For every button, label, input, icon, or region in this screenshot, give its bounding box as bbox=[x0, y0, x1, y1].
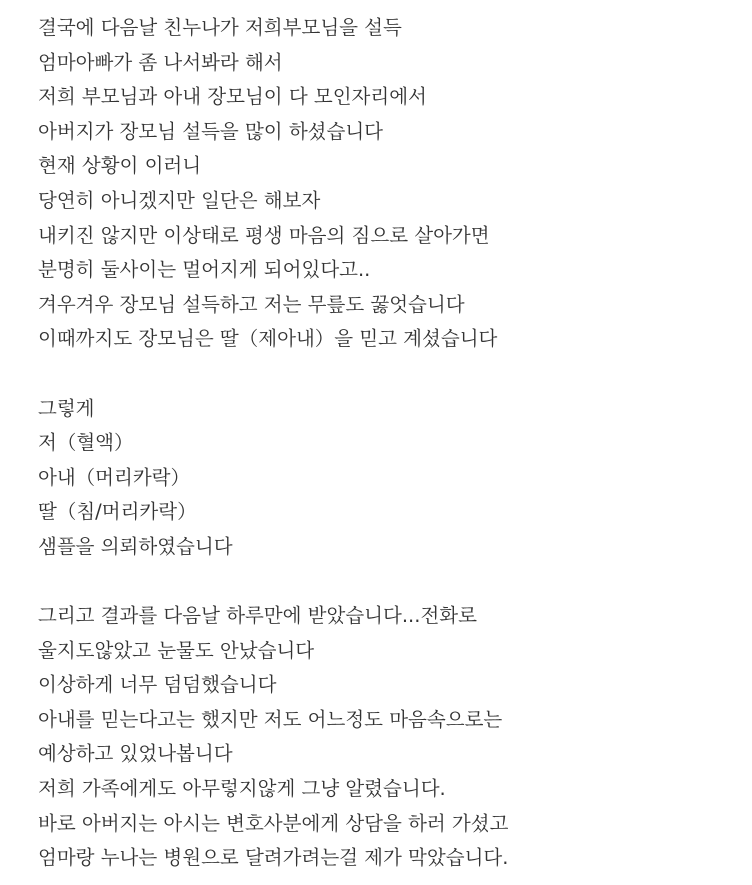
text-line: 엄마랑 누나는 병원으로 달려가려는걸 제가 막았습니다. bbox=[38, 846, 509, 870]
text-line: 아버지가 장모님 설득을 많이 하셨습니다 bbox=[38, 119, 384, 143]
text-line: 딸（침/머리카락） bbox=[38, 500, 197, 524]
text-line: 바로 아버지는 아시는 변호사분에게 상담을 하러 가셨고 bbox=[38, 811, 509, 835]
text-line: 울지도않았고 눈물도 안났습니다 bbox=[38, 638, 315, 662]
text-line: 샘플을 의뢰하였습니다 bbox=[38, 534, 233, 558]
text-line: 아내를 믿는다고는 했지만 저도 어느정도 마음속으로는 bbox=[38, 707, 503, 731]
text-line: 예상하고 있었나봅니다 bbox=[38, 742, 233, 766]
text-line: 겨우겨우 장모님 설득하고 저는 무릎도 꿇엇습니다 bbox=[38, 292, 465, 316]
text-line: 그리고 결과를 다음날 하루만에 받았습니다...전화로 bbox=[38, 604, 477, 628]
paragraph-persuasion bbox=[38, 11, 738, 357]
text-line: 이때까지도 장모님은 딸（제아내）을 믿고 계셨습니다 bbox=[38, 327, 498, 351]
text-line: 엄마아빠가 좀 나서봐라 해서 bbox=[38, 50, 283, 74]
paragraph-samples bbox=[38, 392, 738, 565]
paragraph-spacer bbox=[38, 357, 738, 392]
post-body bbox=[38, 11, 738, 876]
text-line: 이상하게 너무 덤덤했습니다 bbox=[38, 673, 277, 697]
paragraph-results bbox=[38, 599, 738, 876]
text-line: 당연히 아니겠지만 일단은 해보자 bbox=[38, 188, 321, 212]
text-line: 내키진 않지만 이상태로 평생 마음의 짐으로 살아가면 bbox=[38, 223, 490, 247]
text-line: 저희 가족에게도 아무렇지않게 그냥 알렸습니다. bbox=[38, 777, 446, 801]
text-line: 아내（머리카락） bbox=[38, 465, 191, 489]
paragraph-spacer bbox=[38, 565, 738, 600]
text-line: 분명히 둘사이는 멀어지게 되어있다고.. bbox=[38, 258, 371, 282]
text-line: 저희 부모님과 아내 장모님이 다 모인자리에서 bbox=[38, 85, 427, 109]
text-line: 현재 상황이 이러니 bbox=[38, 154, 202, 178]
text-line: 결국에 다음날 친누나가 저희부모님을 설득 bbox=[38, 16, 402, 39]
text-line: 그렇게 bbox=[38, 396, 95, 420]
text-line: 저（혈액） bbox=[38, 431, 134, 455]
